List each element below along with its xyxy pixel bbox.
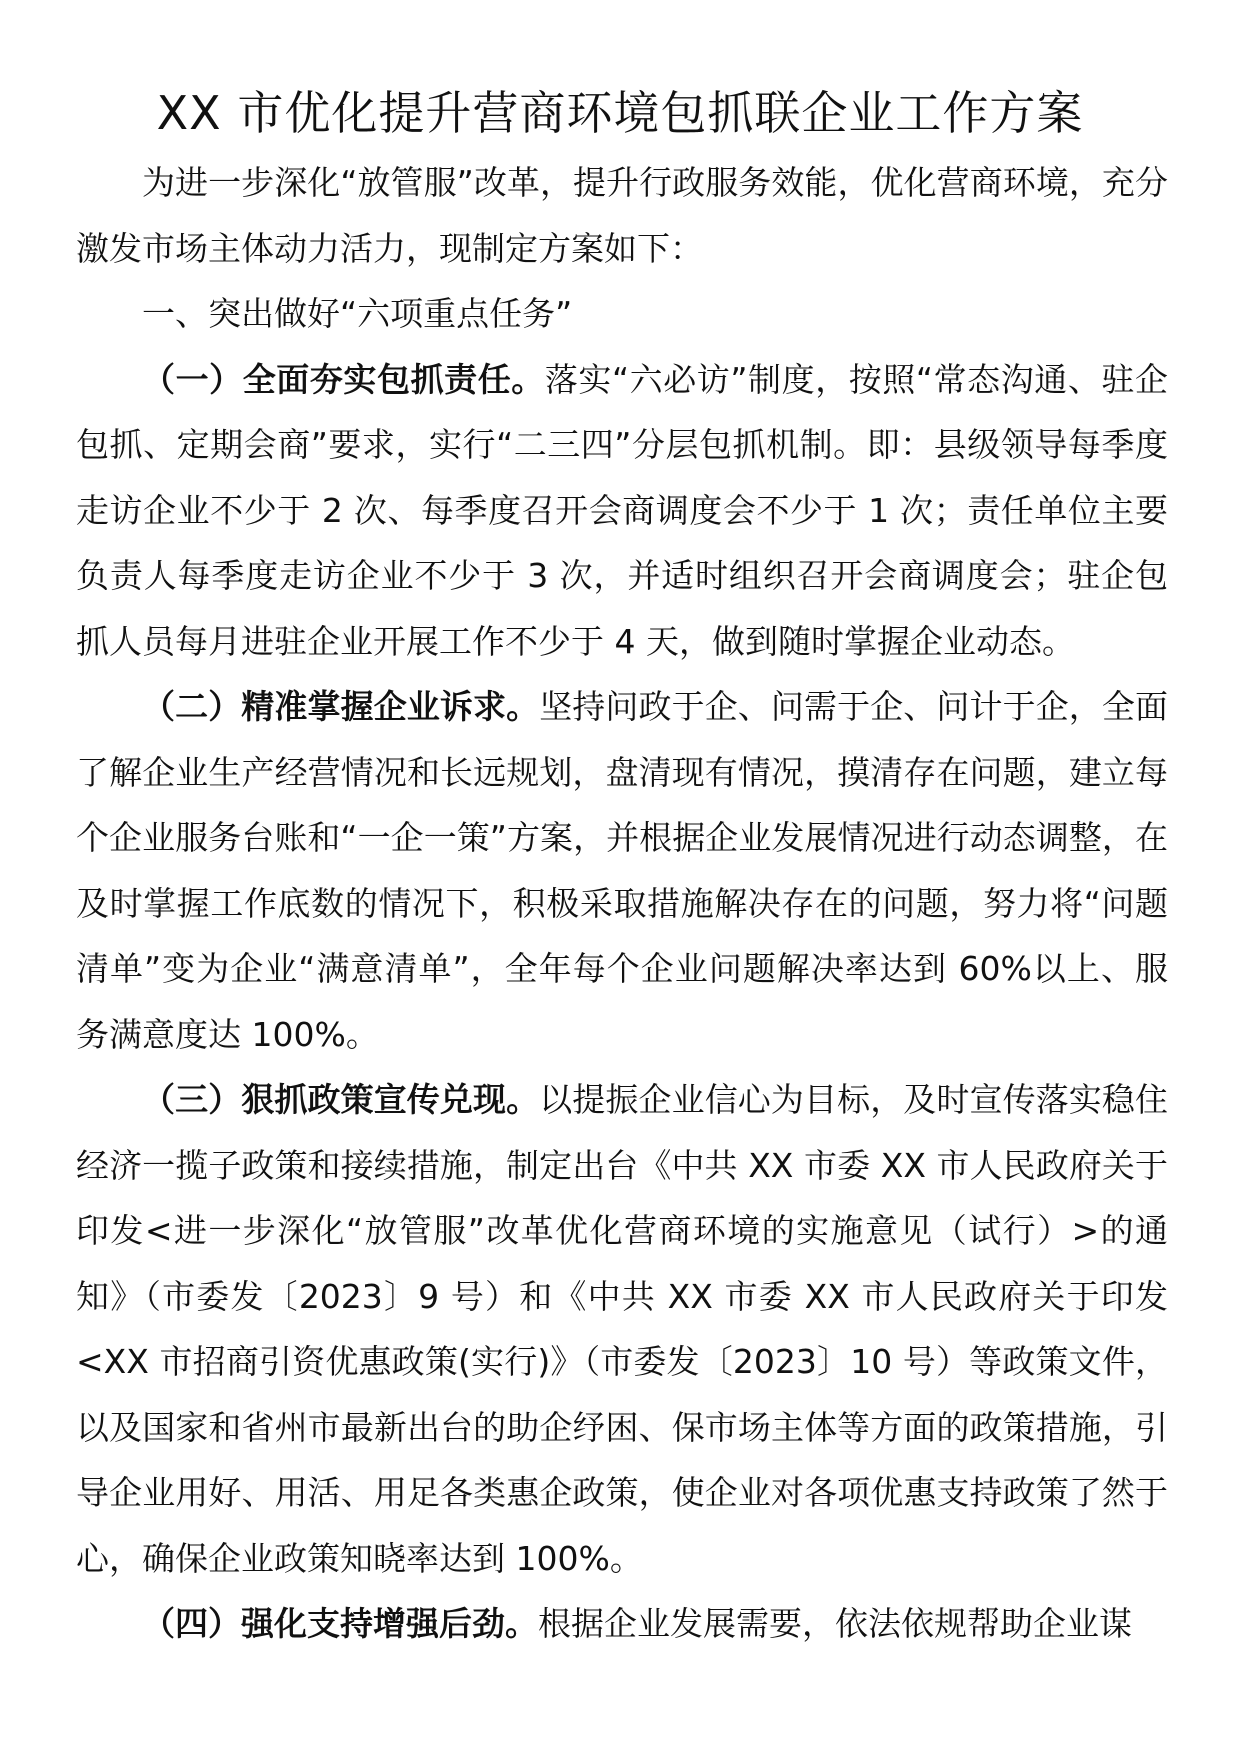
- task-lead: （四）强化支持增强后劲。: [142, 1604, 538, 1643]
- task-text: 坚持问政于企、问需于企、问计于企，全面了解企业生产经营情况和长远规划，盘清现有情况，摸清存在问题，建立每个企业服务台账和“一企一策”方案，并根据企业发展情况进行动态调整，在及时掌握工作底数的情况下，积极采取措施解决存在的问题，努力将“问题清单”变为企业“满意清单”，全年每个企业问题解决率达到 60%以上、服务满意度达 100%。: [76, 687, 1169, 1054]
- intro-paragraph: 为进一步深化“放管服”改革，提升行政服务效能，优化营商环境，充分激发市场主体动力活力，现制定方案如下：: [76, 163, 1168, 268]
- section-heading: 一、突出做好“六项重点任务”: [142, 294, 573, 333]
- task-paragraph: [76, 1067, 1168, 1591]
- task-text: 根据企业发展需要，依法依规帮助企业谋: [538, 1604, 1132, 1643]
- task-paragraph: [76, 347, 1168, 675]
- document-title: XX 市优化提升营商环境包抓联企业工作方案: [156, 86, 1084, 140]
- task-paragraph: [76, 674, 1168, 1067]
- task-text: 落实“六必访”制度，按照“常态沟通、驻企包抓、定期会商”要求，实行“二三四”分层包抓机制。即：县级领导每季度走访企业不少于 2 次、每季度召开会商调度会不少于 1 次；责任单位主要负责人每季度走访企业不少于 3 次，并适时组织召开会商调度会；驻企包抓人员每月进驻企业开展工作不少于 4 天，做到随时掌握企业动态。: [76, 359, 1168, 661]
- task-lead: （二）精准掌握企业诉求。: [142, 687, 540, 726]
- task-text: 以提振企业信心为目标，及时宣传落实稳住经济一揽子政策和接续措施，制定出台《中共 XX 市委 XX 市人民政府关于印发<进一步深化“放管服”改革优化营商环境的实施意见（试行）>的通知》（市委发〔2023〕9 号）和《中共 XX 市委 XX 市人民政府关于印发<XX 市招商引资优惠政策(实行)》（市委发〔2023〕10 号）等政策文件，以及国家和省州市最新出台的助企纾困、保市场主体等方面的政策措施，引导企业用好、用活、用足各类惠企政策，使企业对各项优惠支持政策了然于心，确保企业政策知晓率达到 100%。: [76, 1080, 1169, 1578]
- task-lead: （三）狠抓政策宣传兑现。: [142, 1080, 540, 1119]
- task-lead: （一）全面夯实包抓责任。: [142, 359, 545, 399]
- document-body: [76, 150, 1168, 1657]
- task-paragraph: [76, 1591, 1168, 1657]
